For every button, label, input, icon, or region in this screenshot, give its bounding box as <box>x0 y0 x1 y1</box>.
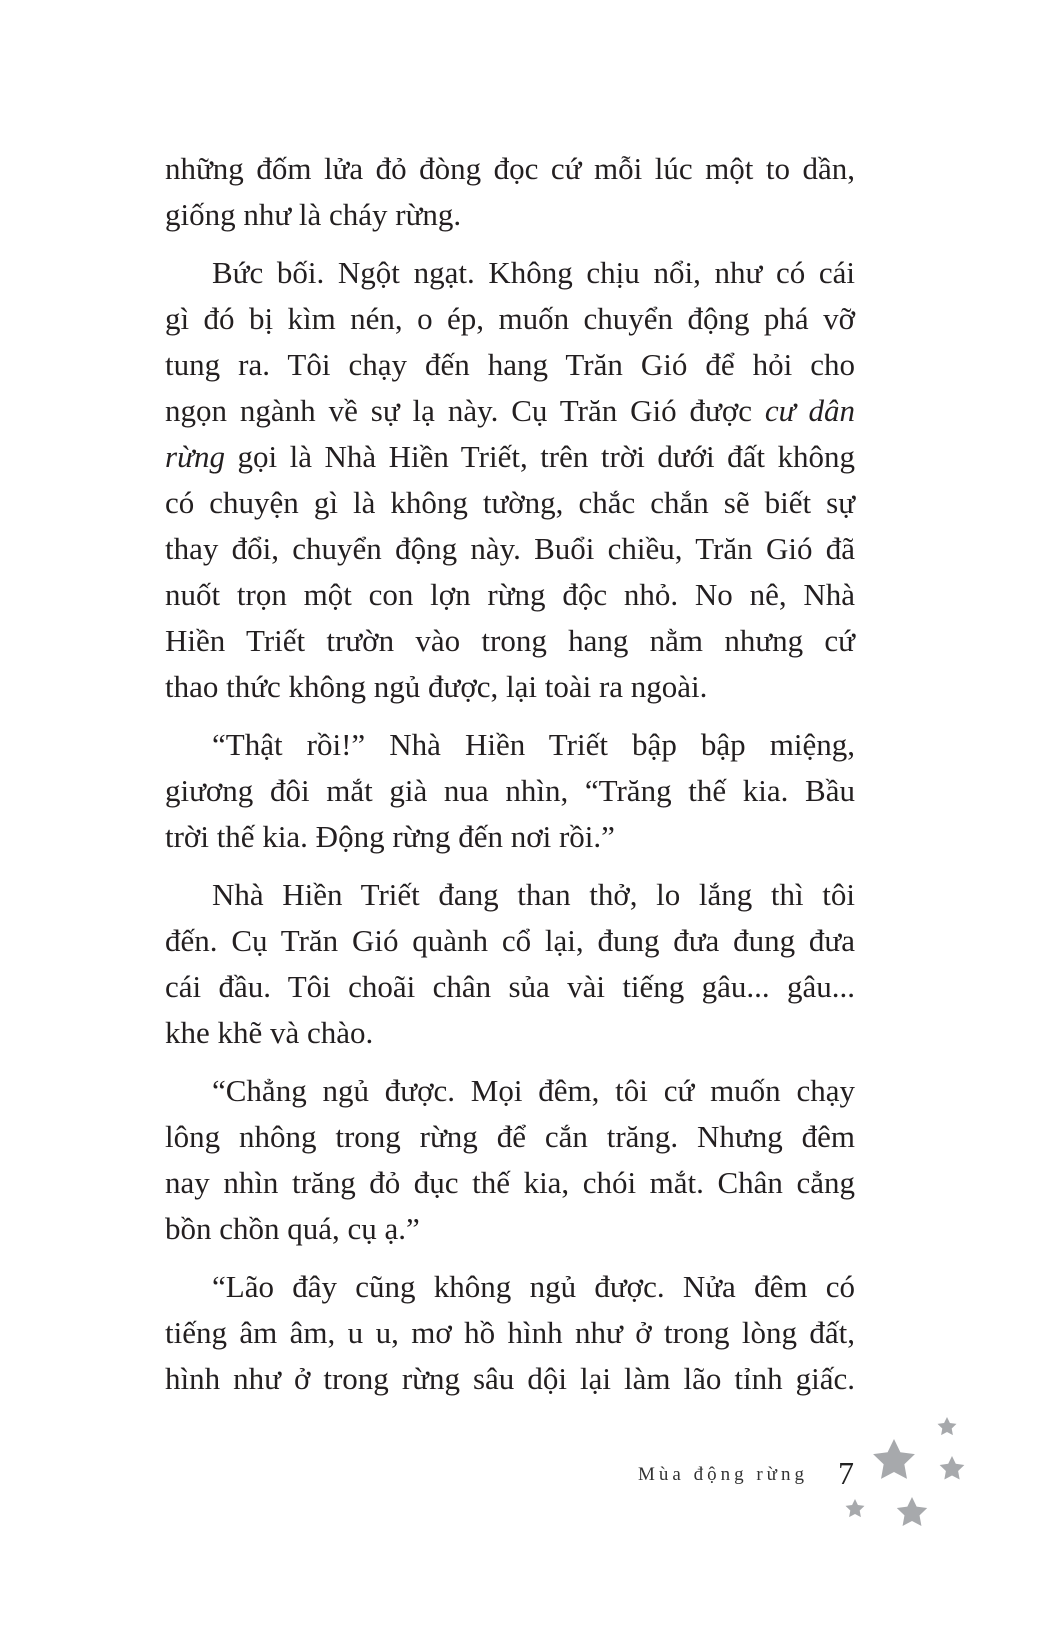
star-icon <box>873 1439 915 1479</box>
text-line: Bức bối. Ngột ngạt. Không chịu nổi, như có cái <box>212 255 855 290</box>
running-footer-title: Mùa động rừng <box>638 1464 808 1485</box>
text-line: có chuyện gì là không tường, chắc chắn sẽ biết sự <box>165 485 855 520</box>
text-line: “Chẳng ngủ được. Mọi đêm, tôi cứ muốn chạy <box>212 1073 855 1108</box>
text-line: Nhà Hiền Triết đang than thở, lo lắng thì tôi <box>212 877 855 912</box>
text-line: những đốm lửa đỏ đòng đọc cứ mỗi lúc một to dần, <box>165 151 855 186</box>
text-line: tiếng âm âm, u u, mơ hồ hình như ở trong lòng đất, <box>165 1315 855 1350</box>
paragraph <box>165 250 855 710</box>
italic-term: cư dân <box>764 393 855 428</box>
paragraph <box>165 722 855 860</box>
stars-decoration <box>840 1405 980 1545</box>
text-line: nuốt trọn một con lợn rừng độc nhỏ. No nê, Nhà <box>165 577 855 612</box>
text-line: hình như ở trong rừng sâu dội lại làm lão tỉnh giấc. <box>165 1361 855 1396</box>
text-line: gì đó bị kìm nén, o ép, muốn chuyển động phá vỡ <box>165 301 855 336</box>
text-line: cái đầu. Tôi choãi chân sủa vài tiếng gâu... gâu... <box>165 969 855 1004</box>
page-number: 7 <box>838 1455 854 1491</box>
star-icon <box>897 1497 927 1526</box>
text-line: khe khẽ và chào. <box>165 1015 374 1050</box>
text-line: nay nhìn trăng đỏ đục thế kia, chói mắt. Chân cẳng <box>165 1165 855 1200</box>
paragraph <box>165 1264 855 1402</box>
text-line: giương đôi mắt già nua nhìn, “Trăng thế kia. Bầu <box>165 773 855 808</box>
text-line: thay đổi, chuyển động này. Buổi chiều, Trăn Gió đã <box>165 531 855 566</box>
text-line: trời thế kia. Động rừng đến nơi rồi.” <box>165 819 615 854</box>
text-line: bồn chồn quá, cụ ạ.” <box>165 1211 420 1246</box>
page-body <box>165 146 855 1414</box>
paragraph <box>165 146 855 238</box>
paragraph <box>165 872 855 1056</box>
star-icon <box>940 1456 965 1480</box>
star-icon <box>846 1499 865 1517</box>
paragraph <box>165 1068 855 1252</box>
text-segment: gọi là Nhà Hiền Triết, trên trời dưới đất không <box>224 439 855 474</box>
text-segment: ngọn ngành về sự lạ này. Cụ Trăn Gió được <box>165 393 765 428</box>
text-line: thao thức không ngủ được, lại toài ra ngoài. <box>165 669 708 704</box>
text-line: giống như là cháy rừng. <box>165 197 462 232</box>
text-line: đến. Cụ Trăn Gió quành cổ lại, đung đưa đung đưa <box>165 923 855 958</box>
text-line <box>165 434 855 480</box>
text-line: “Lão đây cũng không ngủ được. Nửa đêm có <box>212 1269 855 1304</box>
text-line: “Thật rồi!” Nhà Hiền Triết bập bập miệng, <box>212 727 855 762</box>
italic-term: rừng <box>165 439 225 474</box>
text-line: lông nhông trong rừng để cắn trăng. Nhưng đêm <box>165 1119 855 1154</box>
star-icon <box>938 1417 957 1435</box>
text-line <box>165 388 855 434</box>
text-line: tung ra. Tôi chạy đến hang Trăn Gió để hỏi cho <box>165 347 855 382</box>
text-line: Hiền Triết trườn vào trong hang nằm nhưng cứ <box>165 623 855 658</box>
